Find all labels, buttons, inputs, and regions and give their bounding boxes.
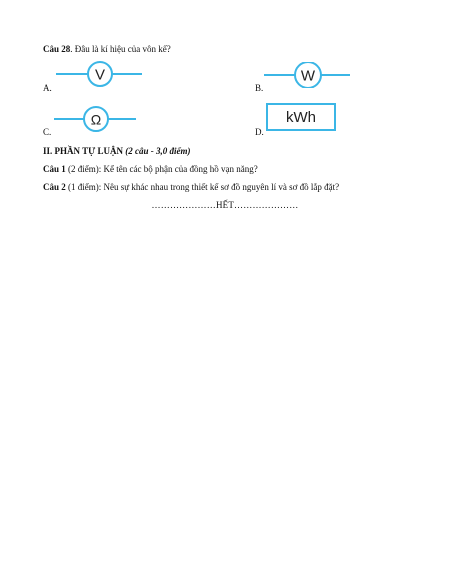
symbol-v-text: V xyxy=(94,66,106,84)
option-a-letter: A. xyxy=(43,83,52,93)
ohmmeter-symbol xyxy=(54,106,138,132)
cau-1 xyxy=(43,163,258,175)
question-28-text: . Đâu là kí hiệu của vôn kế? xyxy=(70,44,171,54)
option-d-letter: D. xyxy=(255,127,264,137)
question-28 xyxy=(43,43,171,55)
option-b-letter: B. xyxy=(255,83,264,93)
cau-2 xyxy=(43,181,339,193)
section-2-note: (2 câu - 3,0 điểm) xyxy=(125,146,191,156)
option-c-letter: C. xyxy=(43,127,52,137)
symbol-kwh-text: kWh xyxy=(286,108,316,126)
section-2-title: II. PHẦN TỰ LUẬN xyxy=(43,146,126,156)
cau-2-text: (1 điểm): Nêu sự khác nhau trong thiết kế sơ đồ nguyên lí và sơ đồ lắp đặt? xyxy=(65,182,340,192)
cau-1-text: (2 điểm): Kể tên các bộ phận của đồng hồ vạn năng? xyxy=(65,164,258,174)
symbol-omega-text: Ω xyxy=(90,111,102,128)
cau-1-label: Câu 1 xyxy=(43,164,66,174)
question-28-label: Câu 28 xyxy=(43,44,71,54)
section-2-heading xyxy=(43,145,191,157)
voltmeter-symbol xyxy=(56,61,144,87)
wattmeter-symbol xyxy=(264,62,352,88)
end-marker: …………………HẾT………………… xyxy=(151,200,299,210)
energy-meter-symbol xyxy=(266,103,336,131)
symbol-w-text: W xyxy=(300,67,316,85)
cau-2-label: Câu 2 xyxy=(43,182,66,192)
